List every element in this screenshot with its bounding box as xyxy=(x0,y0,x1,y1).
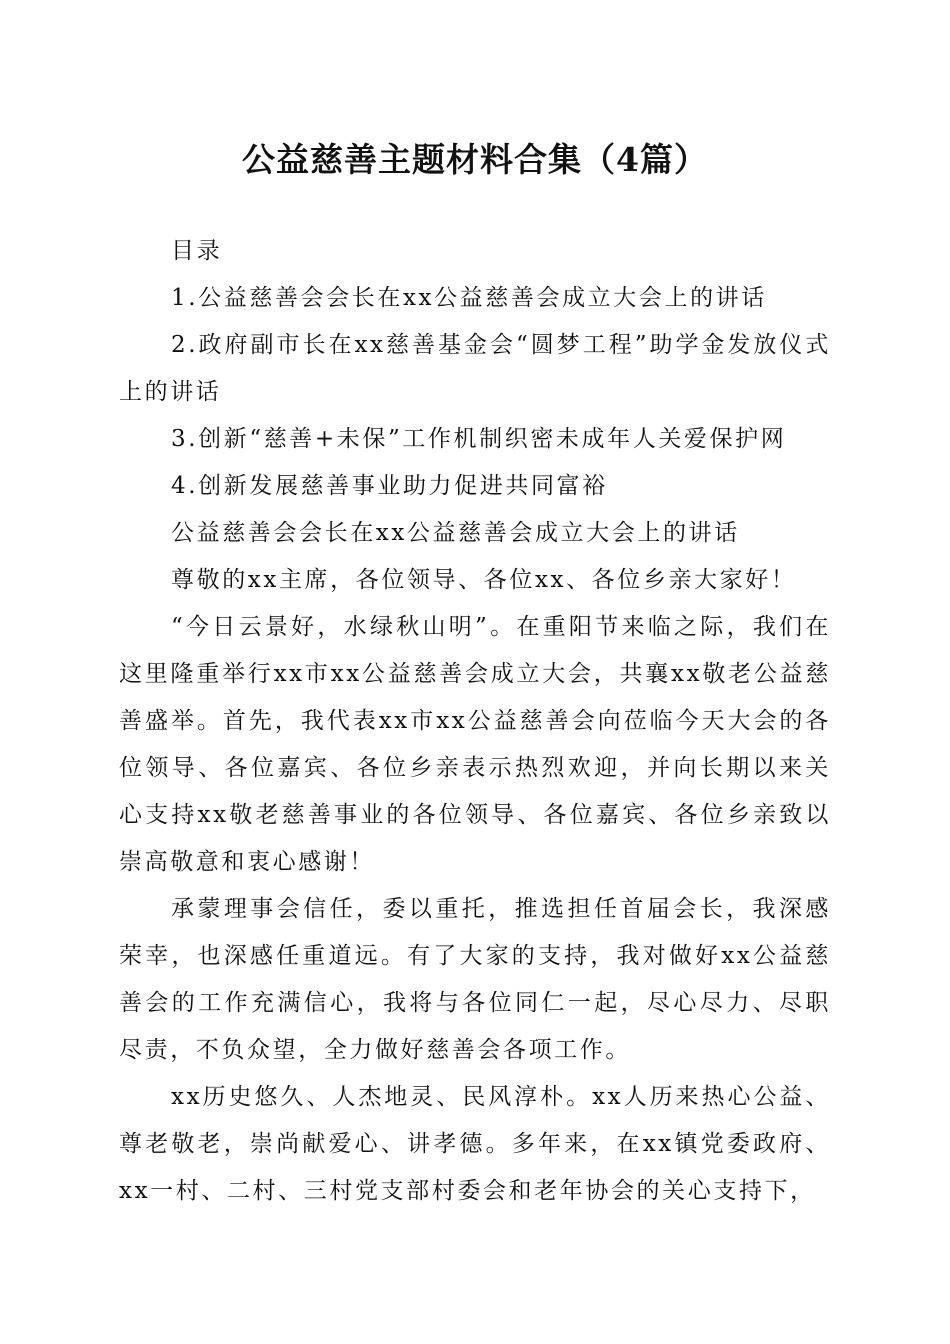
toc-item-3: 3.创新“慈善+未保”工作机制织密未成年人关爱保护网 xyxy=(171,426,787,452)
toc-heading: 目录 xyxy=(171,238,223,264)
toc-item-2: 2.政府副市长在xx慈善基金会“圆梦工程”助学金发放仪式上的讲话 xyxy=(119,332,831,405)
article-paragraph-1: “今日云景好，水绿秋山明”。在重阳节来临之际，我们在这里隆重举行xx市xx公益慈善会成立大会，共襄xx敬老公益慈善盛举。首先，我代表xx市xx公益慈善会向莅临今天大会的各位领导、各位嘉宾、各位乡亲表示热烈欢迎，并向长期以来关心支持xx敬老慈善事业的各位领导、各位嘉宾、各位乡亲致以崇高敬意和衷心感谢！ xyxy=(119,614,831,875)
toc-item-1: 1.公益慈善会会长在xx公益慈善会成立大会上的讲话 xyxy=(171,285,767,311)
toc-item-4: 4.创新发展慈善事业助力促进共同富裕 xyxy=(171,473,608,499)
article-salutation: 尊敬的xx主席，各位领导、各位xx、各位乡亲大家好！ xyxy=(171,567,797,593)
article-paragraph-2: 承蒙理事会信任，委以重托，推选担任首届会长，我深感荣幸，也深感任重道远。有了大家的支持，我对做好xx公益慈善会的工作充满信心，我将与各位同仁一起，尽心尽力、尽职尽责，不负众望，全力做好慈善会各项工作。 xyxy=(119,896,831,1063)
article-title: 公益慈善会会长在xx公益慈善会成立大会上的讲话 xyxy=(171,520,740,546)
article-paragraph-3: xx历史悠久、人杰地灵、民风淳朴。xx人历来热心公益、尊老敬老，崇尚献爱心、讲孝德。多年来，在xx镇党委政府、xx一村、二村、三村党支部村委会和老年协会的关心支持下， xyxy=(119,1084,831,1204)
document-title: 公益慈善主题材料合集（4篇） xyxy=(242,140,708,179)
document-body xyxy=(119,228,831,1215)
